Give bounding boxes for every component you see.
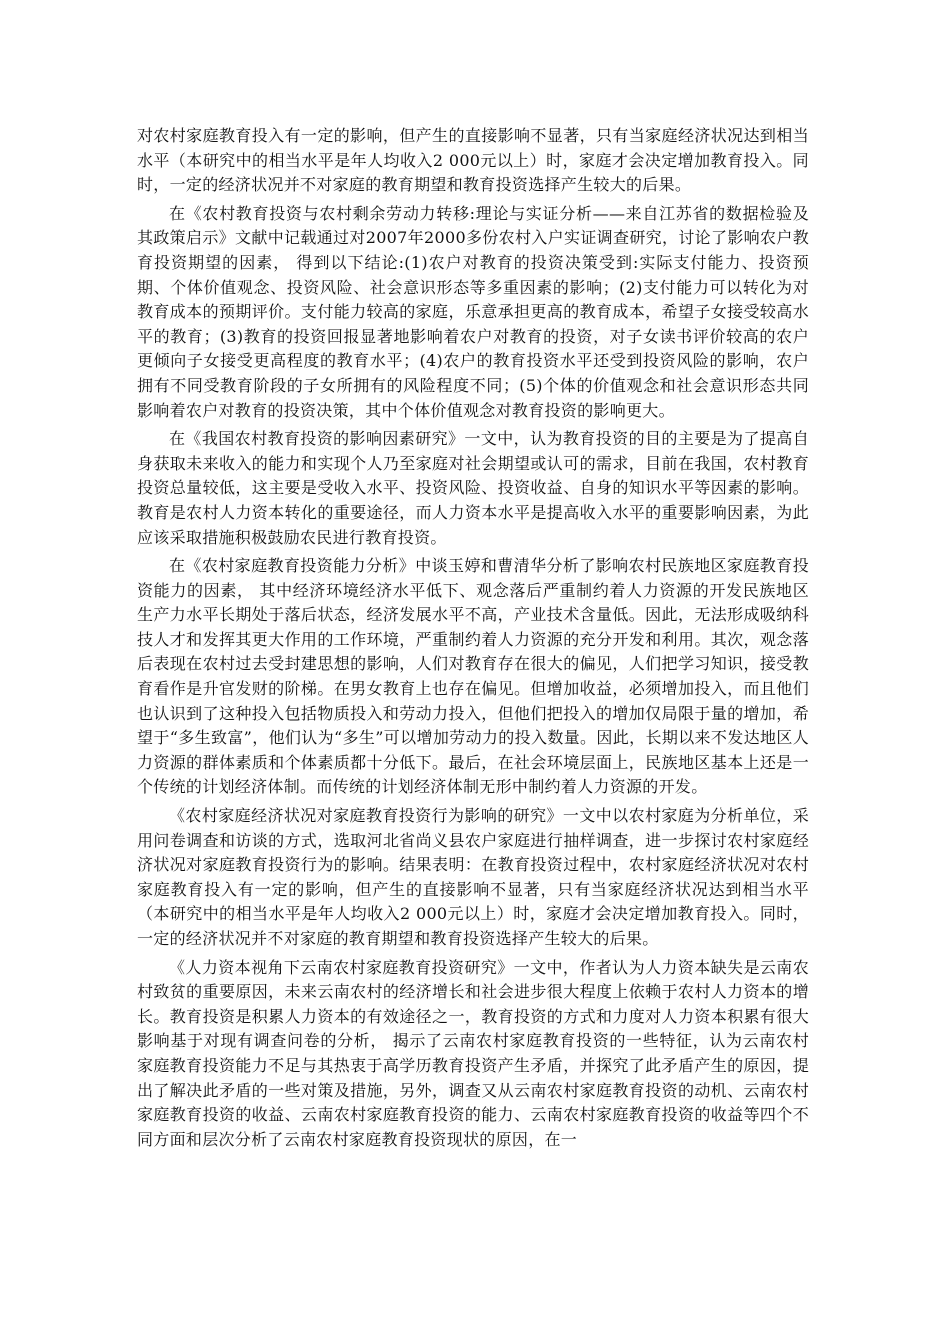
- paragraph-4: 在《农村家庭教育投资能力分析》中谈玉婷和曹清华分析了影响农村民族地区家庭教育投资能力的因素， 其中经济环境经济水平低下、观念落后严重制约着人力资源的开发民族地区生产力水平长期处于落后状态，经济发展水平不高，产业技术含量低。因此，无法形成吸纳科技人才和发挥其更大作用的工作环境，严重制约着人力资源的充分开发和利用。其次，观念落后表现在农村过去受封建思想的影响，人们对教育存在很大的偏见，人们把学习知识，接受教育看作是升官发财的阶梯。在男女教育上也存在偏见。但增加收益，必须增加投入，而且他们也认识到了这种投入包括物质投入和劳动力投入，但他们把投入的增加仅局限于量的增加，希望于“多生致富”，他们认为“多生”可以增加劳动力的投入数量。因此，长期以来不发达地区人力资源的群体素质和个体素质都十分低下。最后，在社会环境层面上，民族地区基本上还是一个传统的计划经济体制。而传统的计划经济体制无形中制约着人力资源的开发。: [137, 556, 809, 797]
- document-body: [137, 124, 809, 1156]
- paragraph-1: 对农村家庭教育投入有一定的影响，但产生的直接影响不显著，只有当家庭经济状况达到相当水平（本研究中的相当水平是年人均收入2 000元以上）时，家庭才会决定增加教育投入。同时，一定的经济状况并不对家庭的教育期望和教育投资选择产生较大的后果。: [137, 126, 809, 195]
- paragraph-2: 在《农村教育投资与农村剩余劳动力转移:理论与实证分析——来自江苏省的数据检验及其政策启示》文献中记载通过对2007年2000多份农村入户实证调查研究，讨论了影响农户教育投资期望的因素， 得到以下结论:(1)农户对教育的投资决策受到:实际支付能力、投资预期、个体价值观念、投资风险、社会意识形态等多重因素的影响；(2)支付能力可以转化为对教育成本的预期评价。支付能力较高的家庭，乐意承担更高的教育成本，希望子女接受较高水平的教育；(3)教育的投资回报显著地影响着农户对教育的投资，对子女读书评价较高的农户更倾向子女接受更高程度的教育水平；(4)农户的教育投资水平还受到投资风险的影响，农户拥有不同受教育阶段的子女所拥有的风险程度不同；(5)个体的价值观念和社会意识形态共同影响着农户对教育的投资决策，其中个体价值观念对教育投资的影响更大。: [137, 203, 809, 420]
- paragraph-5: 《农村家庭经济状况对家庭教育投资行为影响的研究》一文中以农村家庭为分析单位，采用问卷调查和访谈的方式，选取河北省尚义县农户家庭进行抽样调查，进一步探讨农村家庭经济状况对家庭教育投资行为的影响。结果表明：在教育投资过程中，农村家庭经济状况对农村家庭教育投入有一定的影响，但产生的直接影响不显著，只有当家庭经济状况达到相当水平（本研究中的相当水平是年人均收入2 000元以上）时，家庭才会决定增加教育投入。同时，一定的经济状况并不对家庭的教育期望和教育投资选择产生较大的后果。: [137, 806, 809, 948]
- paragraph-3: 在《我国农村教育投资的影响因素研究》一文中，认为教育投资的目的主要是为了提高自身获取未来收入的能力和实现个人乃至家庭对社会期望或认可的需求，目前在我国，农村教育投资总量较低，这主要是受收入水平、投资风险、投资收益、自身的知识水平等因素的影响。教育是农村人力资本转化的重要途径，而人力资本水平是提高收入水平的重要影响因素，为此应该采取措施积极鼓励农民进行教育投资。: [137, 429, 809, 547]
- paragraph-6: 《人力资本视角下云南农村家庭教育投资研究》一文中，作者认为人力资本缺失是云南农村致贫的重要原因，未来云南农村的经济增长和社会进步很大程度上依赖于农村人力资本的增长。教育投资是积累人力资本的有效途径之一，教育投资的方式和力度对人力资本积累有很大影响基于对现有调查问卷的分析， 揭示了云南农村家庭教育投资的一些特征，认为云南农村家庭教育投资能力不足与其热衷于高学历教育投资产生矛盾，并探究了此矛盾产生的原因，提出了解决此矛盾的一些对策及措施，另外，调查又从云南农村家庭教育投资的动机、云南农村家庭教育投资的收益、云南农村家庭教育投资的能力、云南农村家庭教育投资的收益等四个不同方面和层次分析了云南农村家庭教育投资现状的原因，在一: [137, 957, 809, 1149]
